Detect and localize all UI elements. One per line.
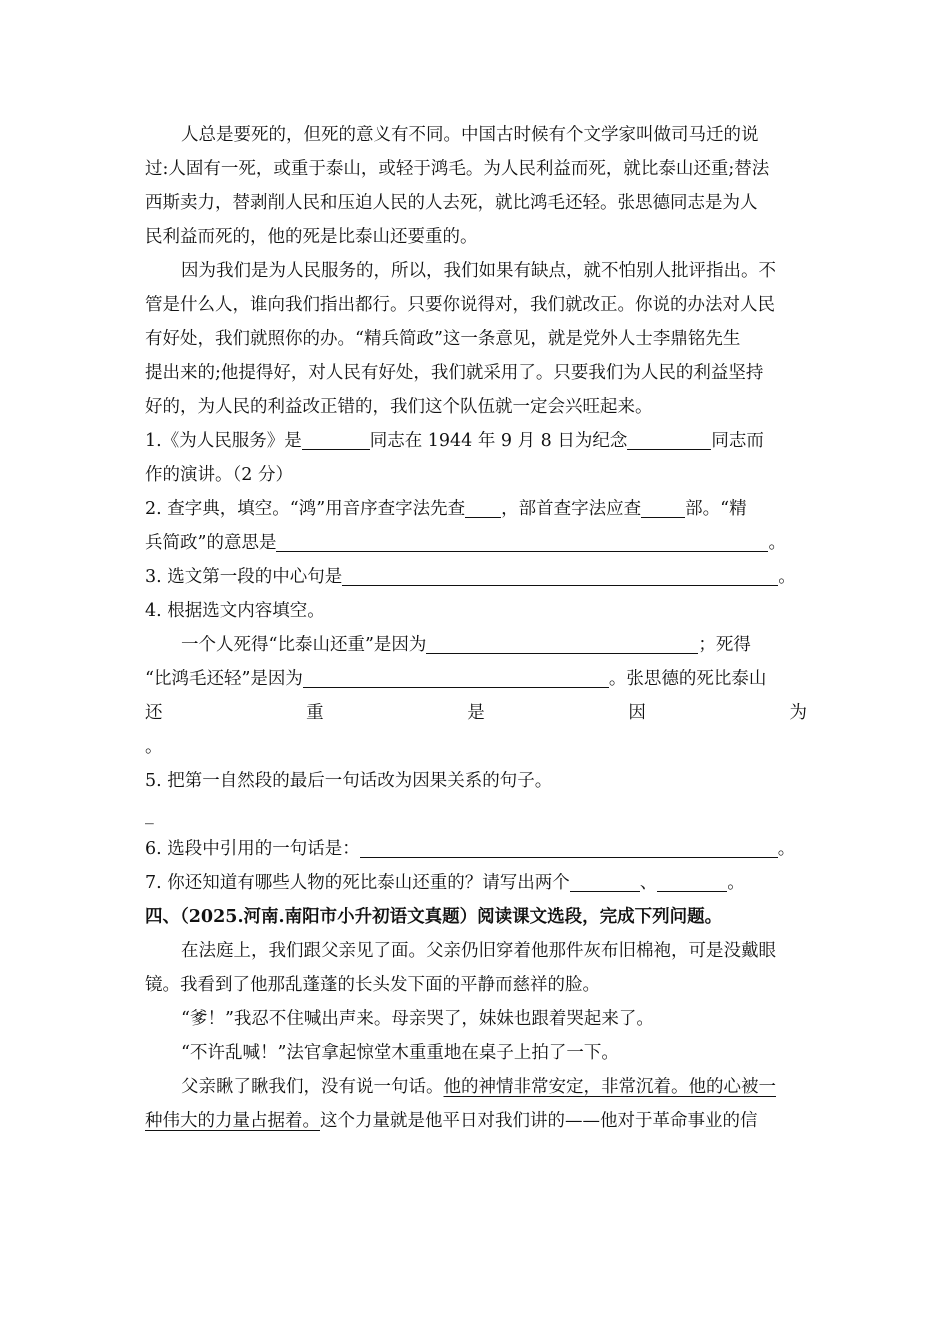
question-4-end: 。 [145,737,163,757]
section-4-heading: 四、（2025.河南.南阳市小升初语文真题）阅读课文选段，完成下列问题。 [145,907,723,927]
passage1-line: 西斯卖力，替剥削人民和压迫人民的人去死，就比鸿毛还轻。张思德同志是为人 [145,193,758,213]
question-6: 6. 选段中引用的一句话是： 。 [145,832,807,866]
passage2-line: “不许乱喊！”法官拿起惊堂木重重地在桌子上拍了一下。 [181,1043,619,1063]
passage2-line: 种伟大的力量占据着。这个力量就是他平日对我们讲的——他对于革命事业的信 [145,1111,758,1131]
passage1-line: 管是什么人，谁向我们指出都行。只要你说得对，我们就改正。你说的办法对人民 [145,295,775,315]
passage1-line: 好的，为人民的利益改正错的，我们这个队伍就一定会兴旺起来。 [145,397,653,417]
question-4-line: “比鸿毛还轻”是因为 。张思德的死比泰山 [145,662,807,696]
passage1-line: 民利益而死的，他的死是比泰山还要重的。 [145,227,478,247]
answer-blank[interactable] [426,631,698,654]
passage2-line: 父亲瞅了瞅我们，没有说一句话。他的神情非常安定，非常沉着。他的心被一 [181,1077,776,1097]
question-4-line: 一个人死得“比泰山还重”是因为 ；死得 [145,628,807,662]
question-5: 5. 把第一自然段的最后一句话改为因果关系的句子。 [145,771,553,791]
answer-blank[interactable] [302,427,370,450]
answer-blank[interactable] [641,495,685,518]
answer-blank[interactable] [303,665,609,688]
passage1-line: 因为我们是为人民服务的，所以，我们如果有缺点，就不怕别人批评指出。不 [181,261,776,281]
underlined-sentence: 种伟大的力量占据着。 [145,1111,320,1131]
question-1: 1.《为人民服务》是 同志在 1944 年 9 月 8 日为纪念 同志而 [145,424,807,458]
answer-blank[interactable] [570,869,640,892]
answer-blank[interactable] [360,835,778,858]
answer-blank[interactable] [657,869,727,892]
question-5-answer[interactable]: _ [145,805,154,825]
document-page [145,118,807,1138]
question-2: 2. 查字典，填空。“鸿”用音序查字法先查 ，部首查字法应查 部。“精 [145,492,807,526]
question-3: 3. 选文第一段的中心句是 。 [145,560,807,594]
answer-blank[interactable] [627,427,711,450]
answer-blank[interactable] [342,563,778,586]
underlined-sentence: 他的神情非常安定，非常沉着。他的心被一 [443,1077,776,1097]
passage2-line: 镜。我看到了他那乱蓬蓬的长头发下面的平静而慈祥的脸。 [145,975,600,995]
question-7: 7. 你还知道有哪些人物的死比泰山还重的？请写出两个 、 。 [145,866,807,900]
question-1-cont: 作的演讲。（2 分） [145,465,293,485]
passage2-line: “爹！”我忍不住喊出声来。母亲哭了，妹妹也跟着哭起来了。 [181,1009,654,1029]
passage1-line: 提出来的;他提得好，对人民有好处，我们就采用了。只要我们为人民的利益坚持 [145,363,764,383]
passage1-line: 人总是要死的，但死的意义有不同。中国古时候有个文学家叫做司马迁的说 [181,125,759,145]
question-4-spread-line: 还 重 是 因 为 [145,703,807,723]
answer-blank[interactable] [276,529,768,552]
passage1-line: 有好处，我们就照你的办。“精兵简政”这一条意见，就是党外人士李鼎铭先生 [145,329,741,349]
question-4-title: 4. 根据选文内容填空。 [145,601,325,621]
passage2-line: 在法庭上，我们跟父亲见了面。父亲仍旧穿着他那件灰布旧棉袍，可是没戴眼 [181,941,776,961]
question-2-cont: 兵简政”的意思是 。 [145,526,807,560]
passage1-line: 过:人固有一死，或重于泰山，或轻于鸿毛。为人民利益而死，就比泰山还重;替法 [145,159,770,179]
answer-blank[interactable] [465,495,501,518]
